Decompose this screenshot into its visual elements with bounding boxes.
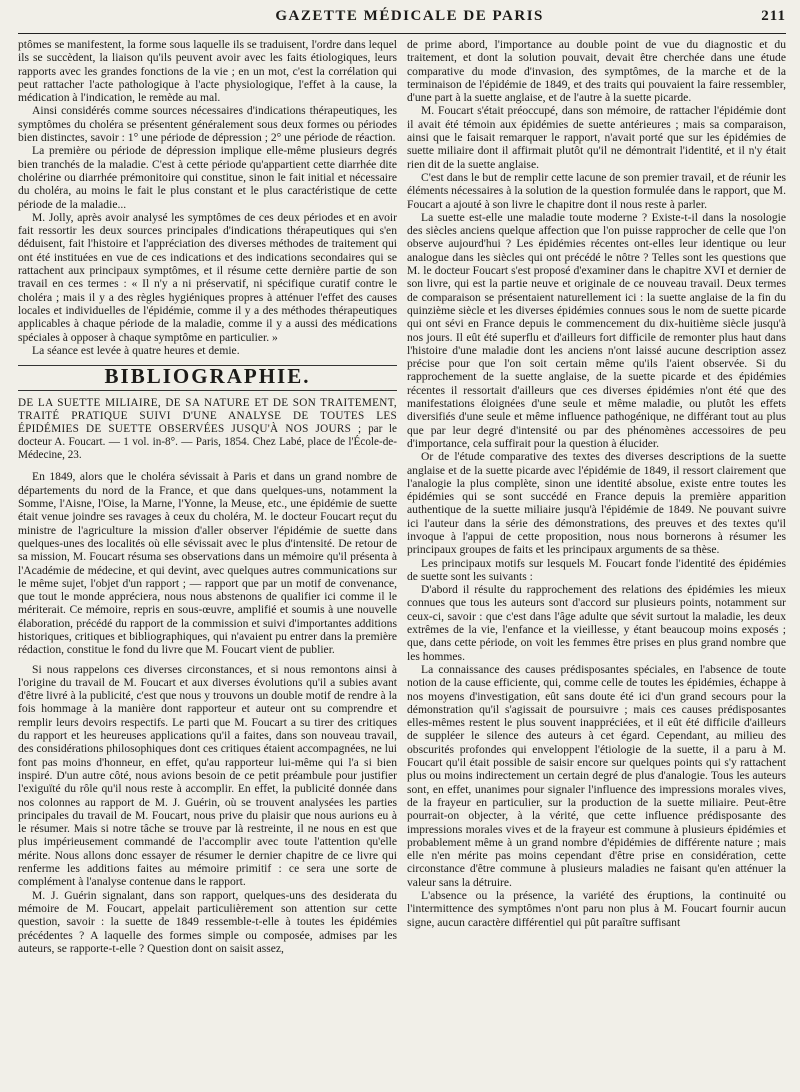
paragraph: C'est dans le but de remplir cette lacune de son premier travail, et de réunir les éléments nécessaires à la solution de la question formulée dans le rapport, que M. Foucart a ajouté à son livre le chapitre dont il nous reste à parler. xyxy=(407,170,786,211)
paragraph: M. Foucart s'était préoccupé, dans son mémoire, de rattacher l'épidémie dont il avait été témoin aux épidémies de suette antérieures ; mais sa comparaison, ainsi que le faisait remarquer le rapport, n'avait porté que sur les épidémies de suette miliaire dont il affirmait plutôt qu'il ne démontrait l'identité, et il n'y était rien dit de la suette anglaise. xyxy=(407,104,786,171)
paragraph: Les principaux motifs sur lesquels M. Foucart fonde l'identité des épidémies de suette sont les suivants : xyxy=(407,556,786,583)
publication-title: GAZETTE MÉDICALE DE PARIS xyxy=(275,8,544,24)
paragraph: La suette est-elle une maladie toute moderne ? Existe-t-il dans la nosologie des siècles anciens quelque affection que l'on puisse rapprocher de celle que l'on observe aujourd'hui ? Les épidémies récentes ont-elles leur identique ou leur analogue dans les siècles qui ont précédé le nôtre ? Telles sont les questions que M. le docteur Foucart s'est proposé d'examiner dans le chapitre XVI et dernier de son livre, qui est la partie neuve et originale de ce nouveau travail. Deux termes de comparaison se présentaient naturellement ici : la suette anglaise de la fin du quinzième siècle et les diverses épidémies connues sous le nom de suette picarde qui ont sévi en France depuis le commencement du dix-huitième siècle jusqu'à nos jours. Il eût été superflu et d'ailleurs fort difficile de remonter plus haut dans l'histoire d'une maladie dont les anciens n'ont laissé aucune description assez précise pour que l'on soit certain même qu'ils l'aient observée. Si du rapprochement de la suette anglaise, de la suette picarde et des épidémies récentes il ressortait d'ailleurs que ces diverses épidémies n'ont été que des manifestations éloignées d'une seule et même maladie, ou plutôt les effets diversifiés d'une seule et même influence pathogénique, ne différant tout au plus que par leur degré d'intensité ou par des phénomènes accessoires de peu d'importance, cela suffirait pour la question à élucider. xyxy=(407,210,786,450)
paragraph: Or de l'étude comparative des textes des diverses descriptions de la suette anglaise et de la suette picarde avec l'épidémie de 1849, il ressort clairement que l'analogie la plus complète, sinon une identité absolue, existe entre toutes les épidémies qui se sont succédé en France depuis la première apparition authentique de la suette miliaire jusqu'à l'épidémie de 1849. Ne pouvant suivre ici l'auteur dans la série des démonstrations, des preuves et des textes qu'il invoque à l'appui de cette proposition, nous nous bornerons à résumer les principaux groupes de faits et les principaux arguments de sa thèse. xyxy=(407,450,786,557)
book-entry xyxy=(18,397,397,462)
paragraph: Ainsi considérés comme sources nécessaires d'indications thérapeutiques, les symptômes du choléra se présentent généralement sous deux formes ou périodes bien distinctes, savoir : 1° une période de dépression ; 2° une période de réaction. xyxy=(18,104,397,145)
paragraph: La connaissance des causes prédisposantes spéciales, en l'absence de toute notion de la cause efficiente, qui, comme celle de toutes les épidémies, échappe à nos moyens d'investigation, eût sans doute été ici d'un grand secours pour la démonstration qu'il s'agissait de poursuivre ; mais ces causes prédisposantes elles-mêmes restent le plus souvent inappréciées, et il eût été difficile d'ailleurs de suppléer le silence des auteurs à cet égard. Cependant, au milieu des obscurités profondes qui enveloppent l'étiologie de la suette, il a paru à M. Foucart qu'il était possible de saisir encore sur quelques points qui s'y rattachent plus ou moins indirectement un certain degré de plus d'analogie. Tous les auteurs sont, en effet, unanimes pour signaler l'influence des impressions morales vives, de la frayeur en particulier, sur la production de la suette miliaire. Peut-être pourrait-on objecter, à la vérité, que cette influence prédisposante des impressions morales vives et de la frayeur est commune à plusieurs épidémies et probablement même à un grand nombre d'épidémies de différente nature ; mais elle n'en mérite pas moins cependant d'être prise en considération, cette circonstance d'être commune à plusieurs maladies ne faisant qu'en atténuer la valeur sans la détruire. xyxy=(407,662,786,889)
left-column xyxy=(18,38,397,1090)
paragraph: ptômes se manifestent, la forme sous laquelle ils se traduisent, l'ordre dans lequel ils se succèdent, la liaison qu'ils peuvent avoir avec les faits étiologiques, leurs rapports avec les grandes fonctions de la vie ; en un mot, c'est la corrélation qui peut rattacher l'acte pathologique à l'acte physiologique, l'effet à la cause, la médication à l'indication, le remède au mal. xyxy=(18,38,397,105)
book-imprint: par le docteur A. Foucart. — 1 vol. in-8°. — Paris, 1854. Chez Labé, place de l'École-de-Médecine, 23. xyxy=(18,423,397,462)
book-title: DE LA SUETTE MILIAIRE, DE SA NATURE ET DE SON TRAITEMENT, TRAITÉ PRATIQUE SUIVI D'UNE ANALYSE DE TOUTES LES ÉPIDÉMIES DE SUETTE OBSERVÉES JUSQU'À NOS JOURS ; xyxy=(18,397,397,436)
columns xyxy=(18,38,786,1090)
paragraph: L'absence ou la présence, la variété des éruptions, la continuité ou l'intermittence des symptômes n'ont paru non plus à M. Foucart fournir aucun signe, aucun caractère différentiel qui pût paraître suffisant xyxy=(407,889,786,929)
paragraph: de prime abord, l'importance au double point de vue du diagnostic et du traitement, et dont la solution pouvait, devait être cherchée dans une étude comparative du mode d'invasion, des symptômes, de la marche et de la terminaison de l'épidémie de 1849, et des traits qui pouvaient la faire ressembler, d'une part à la suette anglaise, et de l'autre à la suette picarde. xyxy=(407,38,786,105)
section-heading-box xyxy=(18,365,397,391)
page-header xyxy=(18,8,786,34)
right-column xyxy=(407,38,786,1090)
paragraph: La séance est levée à quatre heures et demie. xyxy=(32,343,240,357)
paragraph: D'abord il résulte du rapprochement des relations des épidémies les mieux connues que tous les auteurs sont d'accord sur plusieurs points, notamment sur ceux-ci, savoir : que c'est dans l'âge adulte que sévit surtout la maladie, les deux extrêmes de la vie, l'enfance et la vieillesse, y étant beaucoup moins exposés ; que, dans cette période, on voit les femmes être prises en plus grand nombre que les hommes. xyxy=(407,583,786,663)
paragraph: En 1849, alors que le choléra sévissait à Paris et dans un grand nombre de départements du nord de la France, et que dans quelques-uns, notamment la Somme, l'Aisne, l'Oise, la Marne, l'Yonne, la Meuse, etc., une épidémie de suette était venue joindre ses ravages à ceux du choléra, M. le docteur Foucart reçut du ministre de l'agriculture la mission d'aller observer l'épidémie de suette dans quelques-unes des localités où elle sévissait avec le plus d'intensité. De retour de sa mission, M. Foucart résuma ses observations dans un mémoire qu'il présenta à l'Académie de médecine, et qui devint, avec quelques autres communications sur le même sujet, l'objet d'un rapport ; — rapport que par un motif de convenance, que tout le monde appréciera, nous nous abstenons de qualifier ici comme il le mériterait. Ce mémoire, repris en sous-œuvre, amplifié et soumis à une nouvelle élaboration, précédé du rapport de la commission et suivi d'importantes additions historiques, critiques et bibliographiques, qui n'avaient pu entrer dans la première rédaction, constitue le fond du livre que M. Foucart vient de publier. xyxy=(18,470,397,657)
section-heading: BIBLIOGRAPHIE. xyxy=(104,364,311,389)
page-number: 211 xyxy=(761,8,786,24)
paragraph: La première ou période de dépression implique elle-même plusieurs degrés bien tranchés de la maladie. C'est à cette période qu'appartient cette diarrhée dite cholérine ou diarrhée prémonitoire qui constitue, sinon le fait initial et nécessaire du choléra, au moins le fait le plus constant et le plus caractéristique de cette période de la maladie... xyxy=(18,144,397,211)
paragraph: M. Jolly, après avoir analysé les symptômes de ces deux périodes et en avoir fait ressortir les deux sources principales d'indications thérapeutiques qui s'en déduisent, fait l'histoire et l'appréciation des diverses méthodes de traitement qui ont été instituées en vue de ces indications et des indications secondaires qui se rattachent aux principaux symptômes, et il résume cette dernière partie de son travail en ces termes : « Il n'y a ni préservatif, ni spécifique curatif contre le choléra ; mais il y a des règles hygiéniques propres à atténuer l'effet des causes locales et individuelles de l'épidémie, comme il y a des méthodes thérapeutiques applicables à chaque période de la maladie, comme il y a aussi des médications spéciales à opposer à chaque symptôme en particulier. » xyxy=(18,210,397,344)
paragraph: M. J. Guérin signalant, dans son rapport, quelques-uns des desiderata du mémoire de M. Foucart, appelait particulièrement son attention sur cette question, savoir : la suette de 1849 ressemble-t-elle à toutes les épidémies précédentes ? A laquelle des formes simple ou composée, admises par les auteurs, se rapporte-t-elle ? Question dont on saisit assez, xyxy=(18,888,397,955)
paragraph: Si nous rappelons ces diverses circonstances, et si nous remontons ainsi à l'origine du travail de M. Foucart et aux diverses évolutions qu'il a subies avant d'être livré à la publicité, c'est que nous y trouvons un double motif de rendre à la fois hommage à la manière dont rapporteur et auteur ont su comprendre et remplir leurs devoirs respectifs. Le parti que M. Foucart a su tirer des critiques du rapport et les heureuses applications qu'il a faites, dans son nouveau travail, des considérations philosophiques dont ces critiques étaient accompagnées, ne lui font pas moins d'honneur, en effet, qu'au rapporteur lui-même qui l'a si bien inspiré. D'un autre côté, nous avions besoin de ce petit préambule pour justifier l'exiguïté du rôle qu'il nous reste à accomplir. En effet, la publicité donnée dans nos colonnes au rapport de M. J. Guérin, où se trouvent analysées les parties principales du travail de M. Foucart, nous prive du plaisir que nous aurions eu à le résumer. Mais si notre tâche se trouve par là restreinte, il ne nous en est que plus impérieusement commandé de l'accomplir avec toute l'attention qu'elle mérite. Nous allons donc essayer de résumer le dernier chapitre de ce livre qui renferme les additions faites au mémoire primitif : ce sera une sorte de complément à l'analyse contenue dans le rapport. xyxy=(18,662,397,889)
